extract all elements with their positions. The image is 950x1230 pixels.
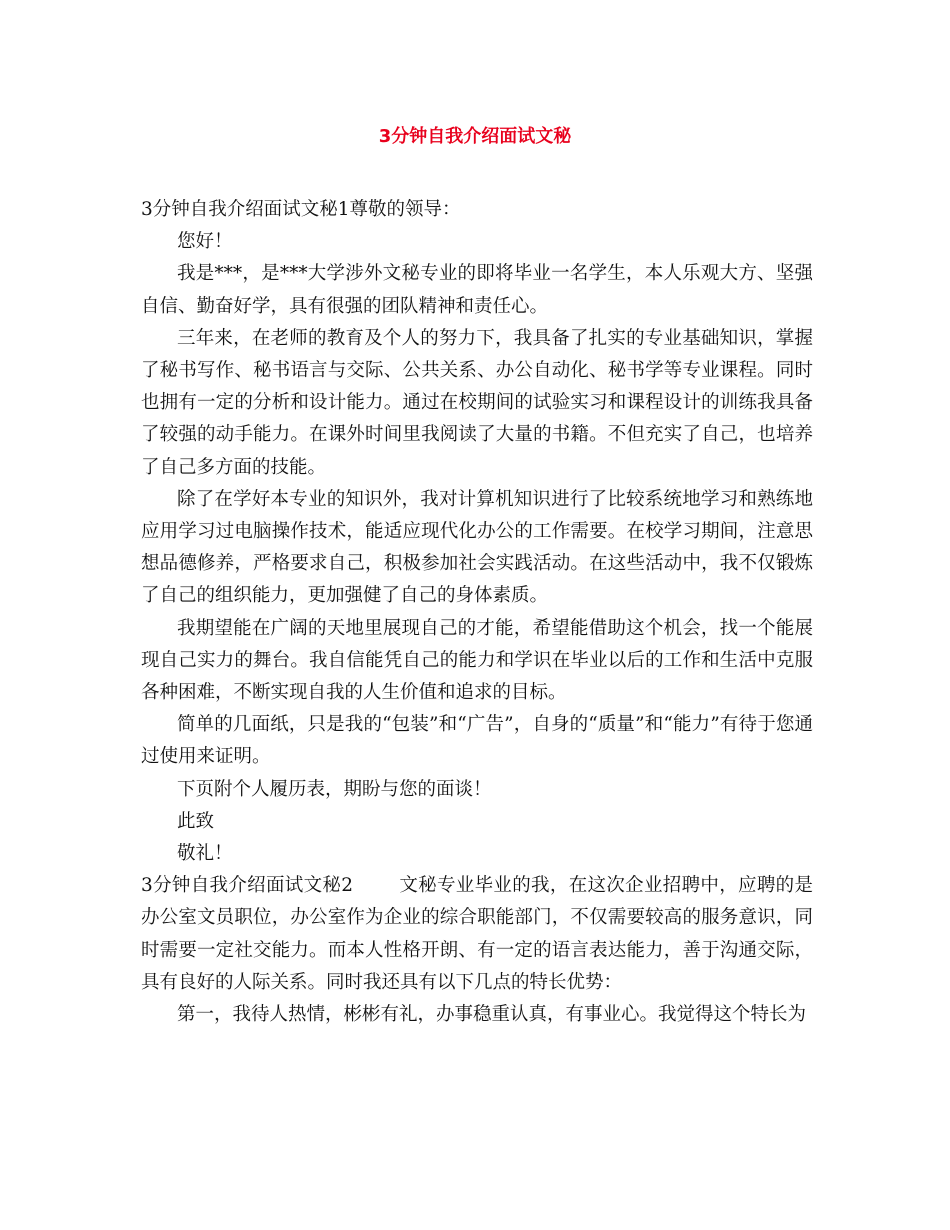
packaging-paragraph: 简单的几面纸，只是我的“包装”和“广告”，自身的“质量”和“能力”有待于您通过使用来证明。 bbox=[141, 714, 813, 768]
greeting-paragraph: 您好！ bbox=[177, 231, 233, 253]
skills-paragraph: 三年来，在老师的教育及个人的努力下，我具备了扎实的专业基础知识，掌握了秘书写作、秘书语言与交际、公共关系、办公自动化、秘书学等专业课程。同时也拥有一定的分析和设计能力。通过在校期间的试验实习和课程设计的训练我具备了较强的动手能力。在课外时间里我阅读了大量的书籍。不但充实了自己，也培养了自己多方面的技能。 bbox=[141, 327, 813, 478]
section-1-heading: 3分钟自我介绍面试文秘1尊敬的领导： bbox=[141, 199, 461, 220]
section-2-heading: 3分钟自我介绍面试文秘2 bbox=[141, 875, 354, 897]
section-2-point-1: 第一，我待人热情，彬彬有礼，办事稳重认真，有事业心。我觉得这个特长为 bbox=[177, 1004, 807, 1026]
document-title: 3分钟自我介绍面试文秘 bbox=[378, 126, 572, 147]
section-2-text: 文秘专业毕业的我，在这次企业招聘中，应聘的是办公室文员职位，办公室作为企业的综合职能部门，不仅需要较高的服务意识，同时需要一定社交能力。而本人性格开朗、有一定的语言表达能力，善于沟通交际，具有良好的人际关系。同时我还具有以下几点的特长优势： bbox=[141, 875, 813, 993]
aspiration-paragraph: 我期望能在广阔的天地里展现自己的才能，希望能借助这个机会，找一个能展现自己实力的舞台。我自信能凭自己的能力和学识在毕业以后的工作和生活中克服各种困难，不断实现自我的人生价值和追求的目标。 bbox=[141, 617, 813, 704]
intro-paragraph: 我是***，是***大学涉外文秘专业的即将毕业一名学生，本人乐观大方、坚强自信、勤奋好学，具有很强的团队精神和责任心。 bbox=[141, 263, 813, 317]
salutation: 敬礼！ bbox=[177, 843, 233, 865]
closing-phrase: 此致 bbox=[177, 810, 215, 832]
document-body bbox=[141, 194, 813, 1031]
section-2-paragraph bbox=[141, 870, 813, 999]
attachment-paragraph: 下页附个人履历表，期盼与您的面谈！ bbox=[177, 778, 492, 800]
computer-skills-paragraph: 除了在学好本专业的知识外，我对计算机知识进行了比较系统地学习和熟练地应用学习过电脑操作技术，能适应现代化办公的工作需要。在校学习期间，注意思想品德修养，严格要求自己，积极参加社会实践活动。在这些活动中，我不仅锻炼了自己的组织能力，更加强健了自己的身体素质。 bbox=[141, 488, 813, 607]
